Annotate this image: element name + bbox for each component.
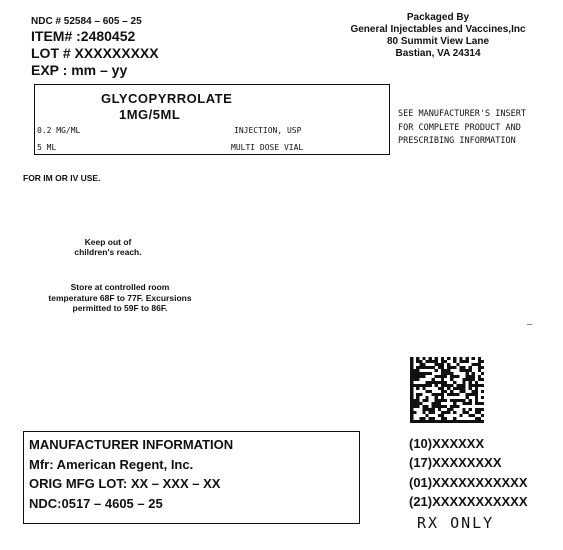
insert-note-line: SEE MANUFACTURER'S INSERT bbox=[398, 109, 526, 119]
storage-line: permitted to 59F to 86F. bbox=[72, 303, 168, 313]
drug-name: GLYCOPYRROLATE bbox=[101, 91, 233, 106]
insert-note-line: FOR COMPLETE PRODUCT AND bbox=[398, 122, 521, 133]
label-ndc: NDC # 52584 – 605 – 25 bbox=[31, 16, 142, 27]
rx-only: RX ONLY bbox=[417, 514, 495, 532]
lot-number: LOT # XXXXXXXXX bbox=[31, 45, 159, 61]
packager-street: 80 Summit View Lane bbox=[386, 36, 490, 47]
drug-volume: 5 ML bbox=[37, 143, 57, 152]
gs1-ai-17: (17)XXXXXXXX bbox=[409, 455, 502, 470]
vial-type: MULTI DOSE VIAL bbox=[231, 143, 304, 152]
drug-strength: 1MG/5ML bbox=[119, 107, 181, 122]
manufacturer-title: MANUFACTURER INFORMATION bbox=[29, 437, 234, 452]
keep-out-line: Keep out of bbox=[84, 237, 132, 247]
packager-city: Bastian, VA 24314 bbox=[395, 48, 481, 59]
datamatrix-barcode-icon bbox=[410, 357, 484, 423]
storage-line: temperature 68F to 77F. Excursions bbox=[48, 292, 192, 303]
gs1-ai-01: (01)XXXXXXXXXXX bbox=[409, 475, 528, 490]
keep-out-line: children's reach. bbox=[74, 247, 142, 257]
item-number: ITEM# :2480452 bbox=[31, 28, 136, 44]
insert-note bbox=[398, 108, 526, 149]
drug-form: INJECTION, USP bbox=[234, 126, 302, 135]
packager-heading: Packaged By bbox=[406, 12, 470, 23]
gs1-ai-21: (21)XXXXXXXXXXX bbox=[409, 494, 528, 509]
packager-block bbox=[322, 12, 554, 60]
storage-line: Store at controlled room bbox=[70, 282, 170, 292]
manufacturer-lot: ORIG MFG LOT: XX – XXX – XX bbox=[29, 476, 221, 491]
drug-concentration: 0.2 MG/ML bbox=[37, 126, 81, 135]
keep-out-warning bbox=[58, 237, 158, 257]
route-of-administration: FOR IM OR IV USE. bbox=[23, 173, 101, 183]
insert-note-line: PRESCRIBING INFORMATION bbox=[398, 136, 516, 146]
storage-instructions bbox=[20, 282, 220, 314]
expiry-date: EXP : mm – yy bbox=[31, 62, 128, 78]
gs1-ai-10: (10)XXXXXX bbox=[409, 436, 485, 451]
manufacturer-ndc: NDC:0517 – 4605 – 25 bbox=[29, 496, 163, 511]
packager-name: General Injectables and Vaccines,Inc bbox=[350, 24, 526, 35]
manufacturer-name: Mfr: American Regent, Inc. bbox=[29, 457, 194, 472]
print-speck bbox=[527, 324, 532, 325]
